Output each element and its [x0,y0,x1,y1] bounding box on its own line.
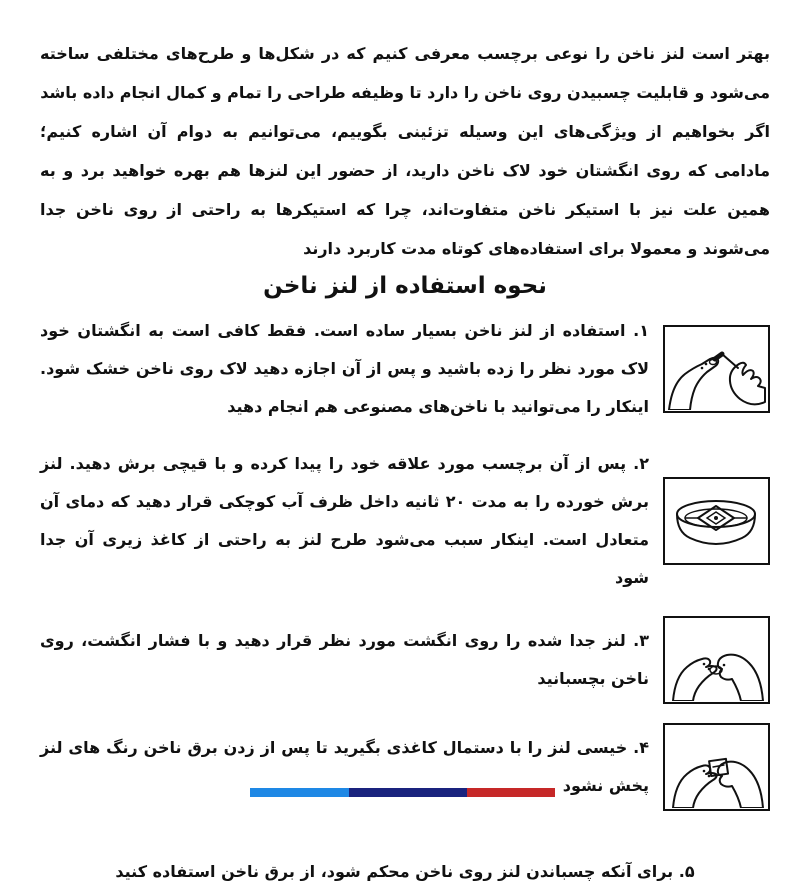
step-2-illustration-frame [663,477,770,565]
tissue-blot-icon [666,726,767,808]
step-2-text: ۲. پس از آن برچسب مورد علاقه خود را پیدا کرده و با قیچی برش دهید. لنز برش خورده را به مدت ۲۰ ثانیه داخل ظرف آب کوچکی قرار دهید که دمای آن متعادل است. اینکار سبب می‌شود طرح لنز به راحتی از کاغذ زیری آن جدا شود [40,454,650,587]
step-4-illustration-frame [663,723,770,811]
section-heading: نحوه استفاده از لنز ناخن [263,273,547,299]
water-dish-icon [666,480,767,562]
step-row-4 [40,723,770,811]
footer-bar-segment-blue [250,788,349,797]
intro-paragraph-1: بهتر است لنز ناخن را نوعی برچسب معرفی کنیم که در شکل‌ها و طرح‌های مختلفی ساخته می‌شود و قابلیت چسبیدن روی ناخن را دارد تا وظیفه طراحی را تمام و کمال انجام داده باشد [40,44,770,102]
intro-paragraph-2: اگر بخواهیم از ویژگی‌های این وسیله تزئینی بگوییم، می‌توانیم به دوام آن اشاره کنیم؛ مادامی که روی انگشتان خود لاک ناخن دارید، از حضور این لنزها هم بهره خواهید برد و به همین علت نیز با استیکر ناخن متفاوت‌اند، چرا که استیکرها به راحتی از روی ناخن جدا می‌شوند و معمولا برای استفاده‌های کوتاه مدت کاربرد دارند [40,122,770,258]
step-row-3 [40,616,770,704]
step-5-text: ۵. برای آنکه چسباندن لنز روی ناخن محکم شود، از برق ناخن استفاده کنید [115,862,695,881]
step-1-illustration-frame [663,325,770,413]
nail-polish-brush-icon [666,328,767,410]
step-3-text: ۳. لنز جدا شده را روی انگشت مورد نظر قرار دهید و با فشار انگشت، روی ناخن بچسبانید [40,631,649,688]
intro-section [40,34,770,268]
step-3-illustration-frame [663,616,770,704]
footer-accent-bar [250,788,555,797]
step-4-text: ۴. خیسی لنز را با دستمال کاغذی بگیرید تا پس از زدن برق ناخن رنگ های لنز پخش نشود [40,738,649,795]
footer-bar-segment-navy [349,788,467,797]
press-lens-on-nail-icon [666,619,767,701]
step-row-1 [40,312,770,426]
step-1-text: ۱. استفاده از لنز ناخن بسیار ساده است. فقط کافی است به انگشتان خود لاک مورد نظر را زده باشید و پس از آن اجازه دهید لاک روی ناخن خشک شود. اینکار را می‌توانید با ناخن‌های مصنوعی هم انجام دهید [40,321,649,416]
steps-list [40,312,770,811]
step-row-2 [40,445,770,597]
footer-bar-segment-red [467,788,555,797]
